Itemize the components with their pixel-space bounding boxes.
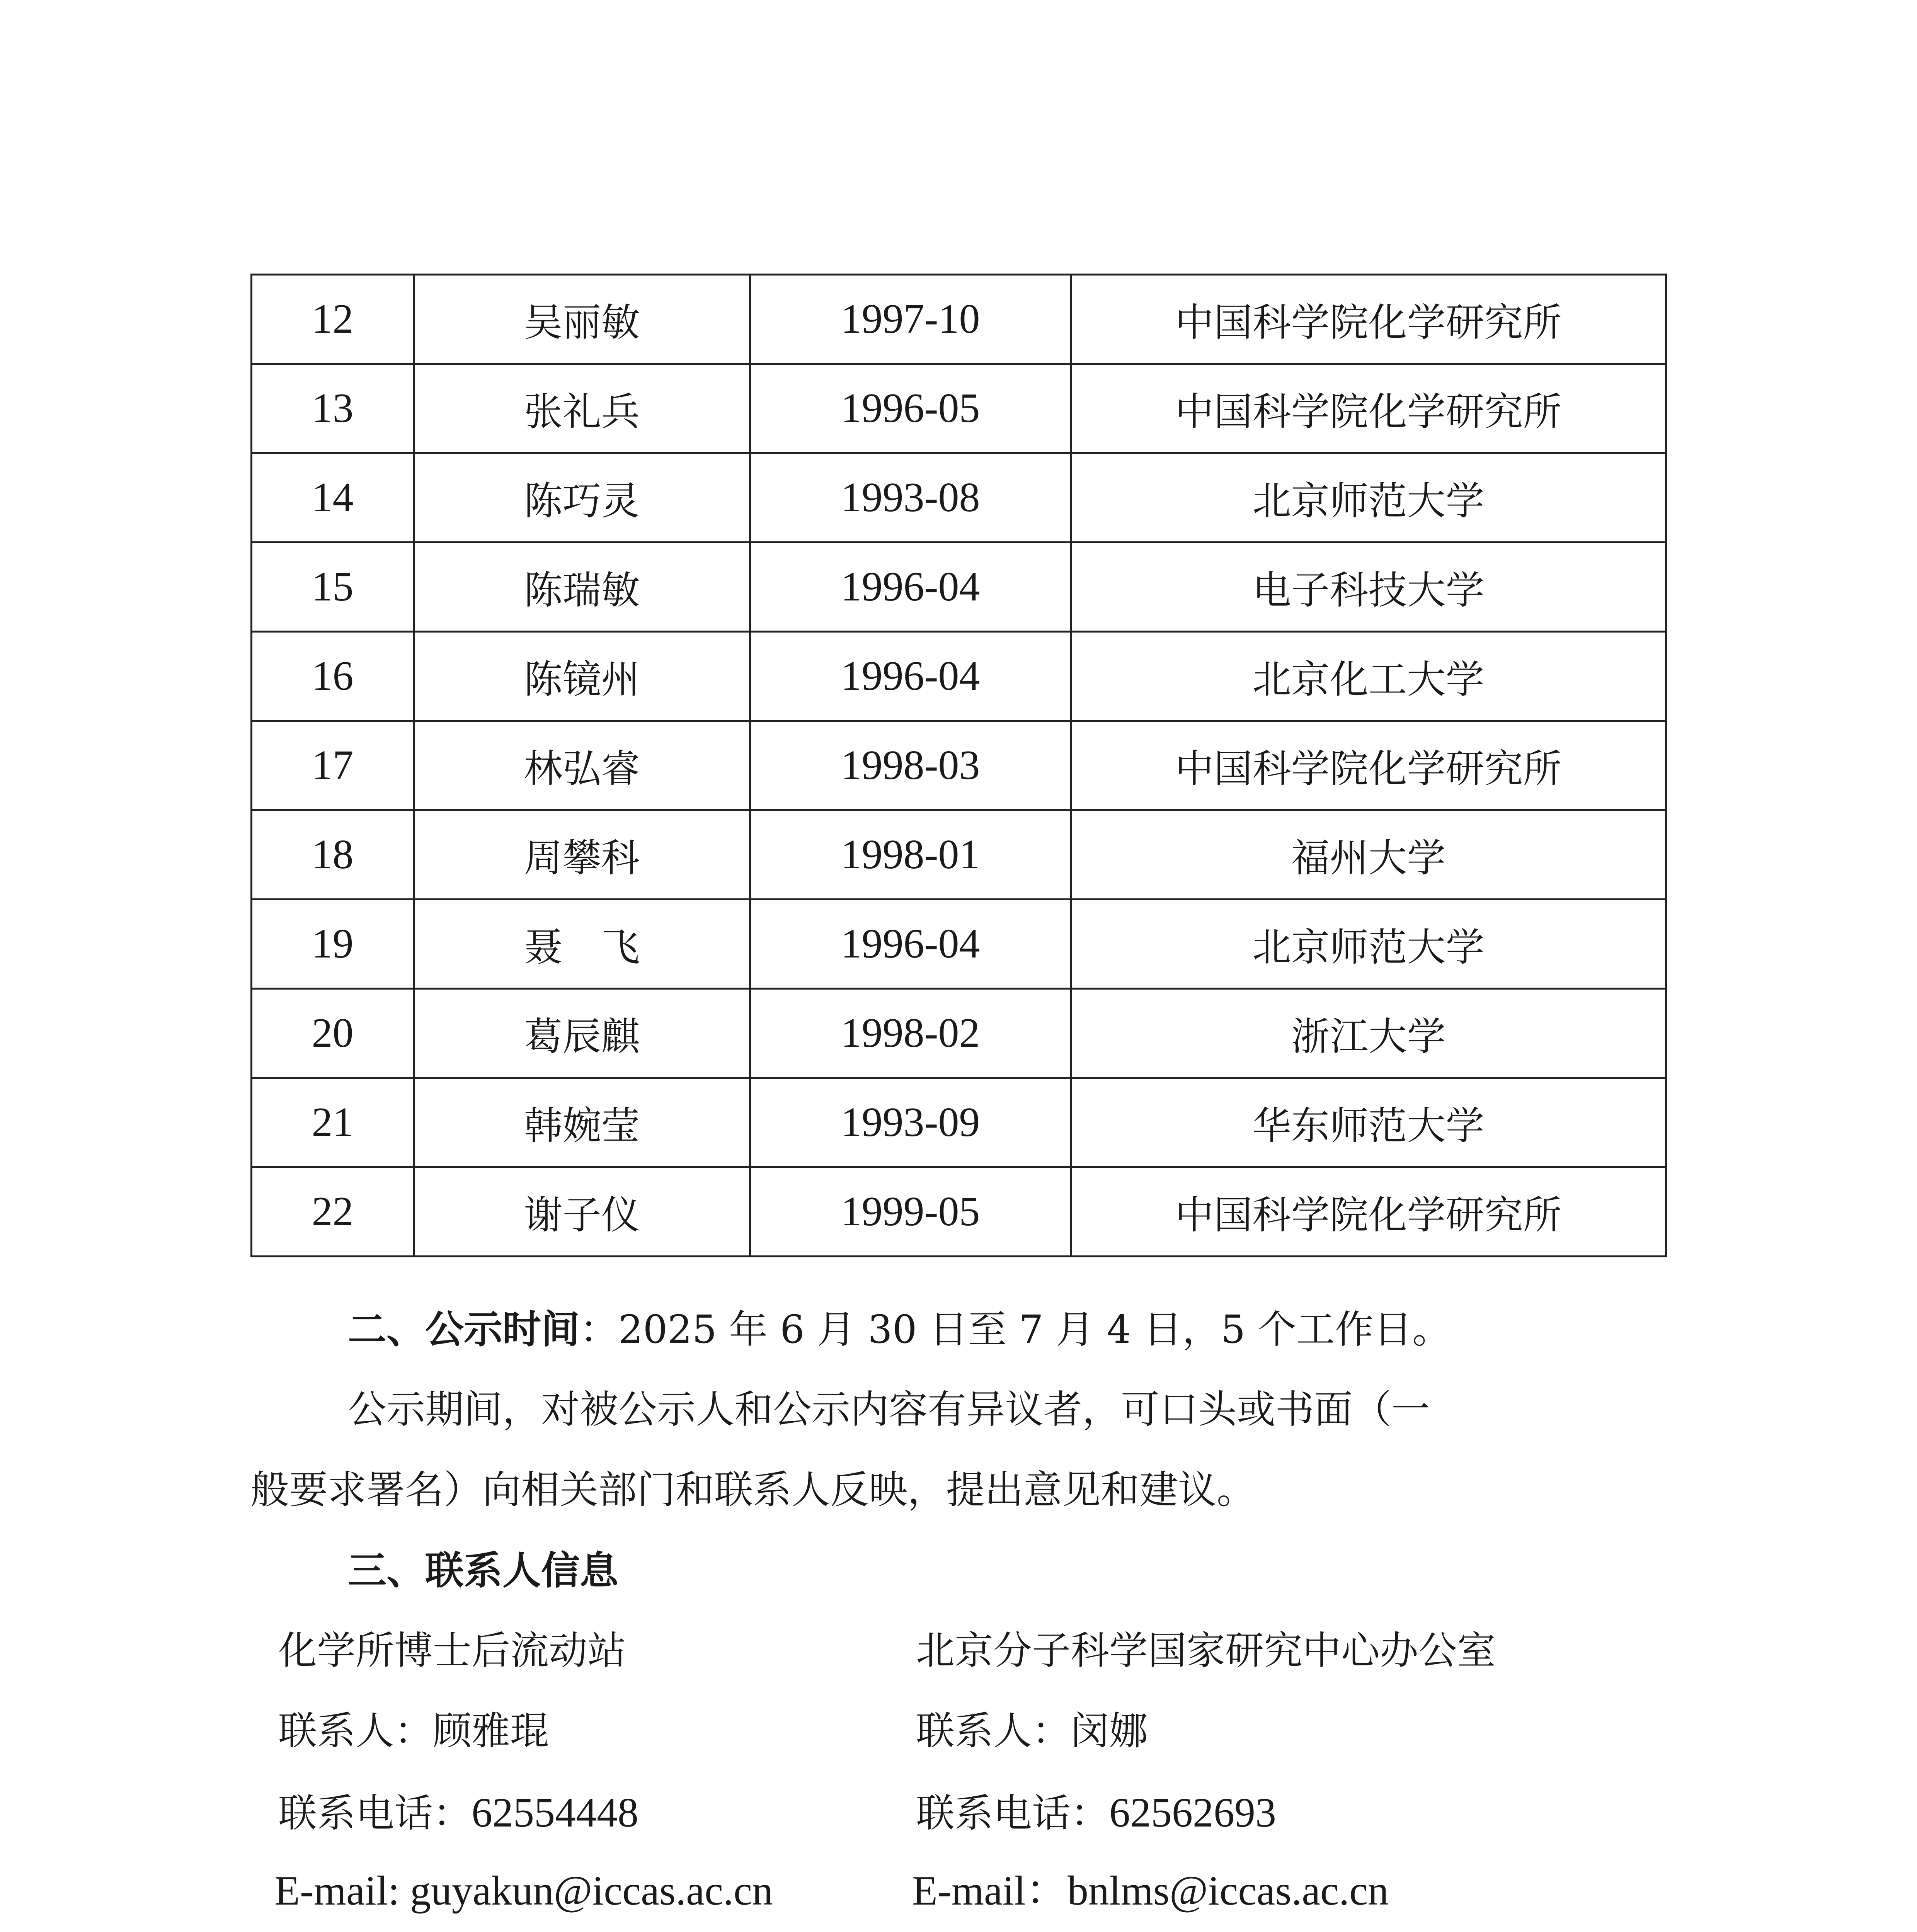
cell-unit: 北京师范大学 (1071, 453, 1666, 543)
cell-birth-date: 1996-04 (750, 632, 1071, 721)
table-row (252, 275, 1666, 364)
cell-unit: 福州大学 (1071, 810, 1666, 900)
cell-number: 18 (252, 810, 414, 900)
cell-name: 陈镜州 (414, 632, 750, 721)
section2-line (348, 1306, 1451, 1352)
cell-name: 陈瑞敏 (414, 543, 750, 632)
cell-number: 22 (252, 1167, 414, 1257)
table-row (252, 1078, 1666, 1167)
cell-birth-date: 1997-10 (750, 275, 1071, 364)
cell-birth-date: 1998-02 (750, 989, 1071, 1078)
cell-number: 15 (252, 543, 414, 632)
cell-unit: 中国科学院化学研究所 (1071, 1167, 1666, 1257)
table-row (252, 810, 1666, 900)
right-contact-org: 北京分子科学国家研究中心办公室 (916, 1628, 1496, 1673)
right-phone-label: 联系电话： (916, 1791, 1109, 1836)
cell-number: 17 (252, 721, 414, 810)
cell-birth-date: 1993-08 (750, 453, 1071, 543)
cell-name: 陈巧灵 (414, 453, 750, 543)
right-contact-person: 联系人：闵娜 (916, 1708, 1148, 1753)
cell-name: 张礼兵 (414, 364, 750, 453)
cell-name: 周攀科 (414, 810, 750, 900)
cell-unit: 浙江大学 (1071, 989, 1666, 1078)
candidate-table-body (252, 275, 1666, 1257)
table-row (252, 543, 1666, 632)
section2-heading: 二、公示时间 (348, 1306, 580, 1352)
cell-name: 谢子仪 (414, 1167, 750, 1257)
candidate-table (250, 274, 1667, 1257)
cell-unit: 北京化工大学 (1071, 632, 1666, 721)
cell-name: 吴丽敏 (414, 275, 750, 364)
cell-unit: 电子科技大学 (1071, 543, 1666, 632)
section2-time-text: ：2025 年 6 月 30 日至 7 月 4 日，5 个工作日。 (580, 1307, 1451, 1352)
cell-name: 韩婉莹 (414, 1078, 750, 1167)
cell-unit: 中国科学院化学研究所 (1071, 364, 1666, 453)
cell-number: 21 (252, 1078, 414, 1167)
cell-number: 20 (252, 989, 414, 1078)
right-contact-email[interactable]: E-mail：bnlms@iccas.ac.cn (912, 1868, 1389, 1914)
table-row (252, 989, 1666, 1078)
section2-para-line1: 公示期间，对被公示人和公示内容有异议者，可口头或书面（一 (348, 1387, 1430, 1432)
cell-name: 葛辰麒 (414, 989, 750, 1078)
cell-name: 林弘睿 (414, 721, 750, 810)
cell-birth-date: 1998-01 (750, 810, 1071, 900)
left-contact-phone-line (278, 1792, 638, 1834)
table-row (252, 632, 1666, 721)
cell-birth-date: 1998-03 (750, 721, 1071, 810)
cell-unit: 中国科学院化学研究所 (1071, 721, 1666, 810)
cell-number: 14 (252, 453, 414, 543)
cell-unit: 北京师范大学 (1071, 900, 1666, 989)
section2-para-line2: 般要求署名）向相关部门和联系人反映，提出意见和建议。 (250, 1467, 1255, 1512)
cell-birth-date: 1993-09 (750, 1078, 1071, 1167)
cell-number: 19 (252, 900, 414, 989)
cell-birth-date: 1996-04 (750, 543, 1071, 632)
left-contact-email[interactable]: E-mail: guyakun@iccas.ac.cn (274, 1868, 773, 1914)
cell-number: 13 (252, 364, 414, 453)
left-contact-person: 联系人：顾雅琨 (278, 1708, 549, 1753)
cell-name: 聂 飞 (414, 900, 750, 989)
table-row (252, 1167, 1666, 1257)
left-phone-label: 联系电话： (278, 1791, 472, 1836)
cell-birth-date: 1996-04 (750, 900, 1071, 989)
table-row (252, 900, 1666, 989)
table-row (252, 453, 1666, 543)
right-phone-number: 62562693 (1109, 1790, 1276, 1836)
cell-unit: 华东师范大学 (1071, 1078, 1666, 1167)
table-row (252, 721, 1666, 810)
cell-number: 12 (252, 275, 414, 364)
cell-birth-date: 1999-05 (750, 1167, 1071, 1257)
cell-birth-date: 1996-05 (750, 364, 1071, 453)
left-contact-org: 化学所博士后流动站 (278, 1628, 626, 1673)
right-contact-phone-line (916, 1792, 1276, 1834)
cell-number: 16 (252, 632, 414, 721)
section3-heading: 三、联系人信息 (348, 1548, 618, 1593)
table-row (252, 364, 1666, 453)
left-phone-number: 62554448 (472, 1790, 638, 1836)
cell-unit: 中国科学院化学研究所 (1071, 275, 1666, 364)
